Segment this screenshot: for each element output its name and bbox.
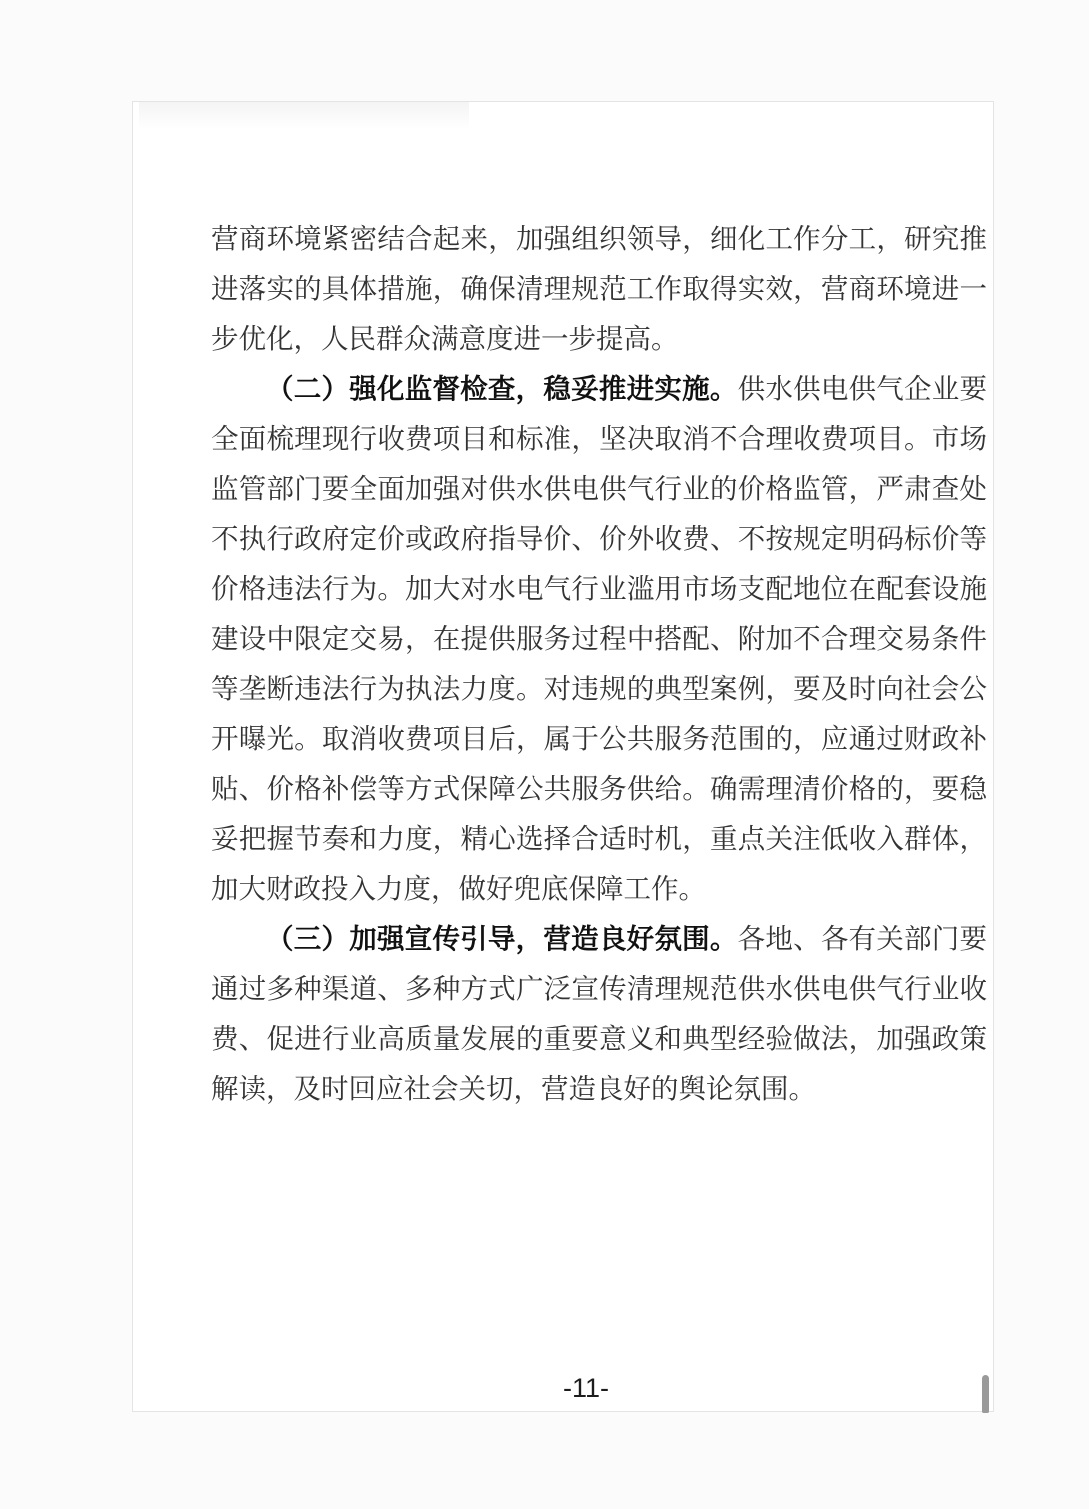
text-segment: 等垄断违法行为执法力度。对违规的典型案例，要及时向社会公 bbox=[211, 673, 987, 704]
text-segment: 进落实的具体措施，确保清理规范工作取得实效，营商环境进一 bbox=[211, 273, 987, 304]
text-segment: 监管部门要全面加强对供水供电供气行业的价格监管，严肃查处 bbox=[211, 473, 987, 504]
text-segment: 加大财政投入力度，做好兜底保障工作。 bbox=[211, 873, 706, 904]
text-block bbox=[211, 214, 987, 1114]
text-segment: 步优化，人民群众满意度进一步提高。 bbox=[211, 323, 679, 354]
text-line bbox=[211, 814, 987, 864]
scrollbar-thumb[interactable] bbox=[982, 1375, 989, 1413]
text-line bbox=[211, 714, 987, 764]
text-segment: 营商环境紧密结合起来，加强组织领导，细化工作分工，研究推 bbox=[211, 223, 987, 254]
text-segment: 开曝光。取消收费项目后，属于公共服务范围的，应通过财政补 bbox=[211, 723, 987, 754]
text-segment: 供水供电供气企业要 bbox=[737, 373, 988, 404]
text-line bbox=[211, 414, 987, 464]
text-segment: 贴、价格补偿等方式保障公共服务供给。确需理清价格的，要稳 bbox=[211, 773, 987, 804]
text-segment: 不执行政府定价或政府指导价、价外收费、不按规定明码标价等 bbox=[211, 523, 987, 554]
text-segment: 各地、各有关部门要 bbox=[737, 923, 988, 954]
section-heading: （三）加强宣传引导，营造良好氛围。 bbox=[266, 923, 738, 954]
text-line bbox=[211, 264, 987, 314]
scan-artifact bbox=[139, 102, 469, 130]
text-line bbox=[211, 764, 987, 814]
text-line bbox=[211, 464, 987, 514]
text-line bbox=[211, 914, 987, 964]
text-line bbox=[211, 964, 987, 1014]
text-line bbox=[211, 1014, 987, 1064]
text-line bbox=[211, 364, 987, 414]
text-segment: 价格违法行为。加大对水电气行业滥用市场支配地位在配套设施 bbox=[211, 573, 987, 604]
text-line bbox=[211, 1064, 987, 1114]
text-segment: 全面梳理现行收费项目和标准，坚决取消不合理收费项目。市场 bbox=[211, 423, 987, 454]
text-line bbox=[211, 214, 987, 264]
text-line bbox=[211, 514, 987, 564]
text-line bbox=[211, 664, 987, 714]
text-line bbox=[211, 314, 987, 364]
text-line bbox=[211, 614, 987, 664]
section-heading: （二）强化监督检查，稳妥推进实施。 bbox=[266, 373, 738, 404]
text-segment: 妥把握节奏和力度，精心选择合适时机，重点关注低收入群体， bbox=[211, 823, 987, 854]
text-line bbox=[211, 564, 987, 614]
text-segment: 解读，及时回应社会关切，营造良好的舆论氛围。 bbox=[211, 1073, 816, 1104]
page-number: -11- bbox=[562, 1373, 609, 1403]
text-segment: 建设中限定交易，在提供服务过程中搭配、附加不合理交易条件 bbox=[211, 623, 987, 654]
text-segment: 费、促进行业高质量发展的重要意义和典型经验做法，加强政策 bbox=[211, 1023, 987, 1054]
text-segment: 通过多种渠道、多种方式广泛宣传清理规范供水供电供气行业收 bbox=[211, 973, 987, 1004]
document-page bbox=[132, 101, 994, 1412]
text-line bbox=[211, 864, 987, 914]
